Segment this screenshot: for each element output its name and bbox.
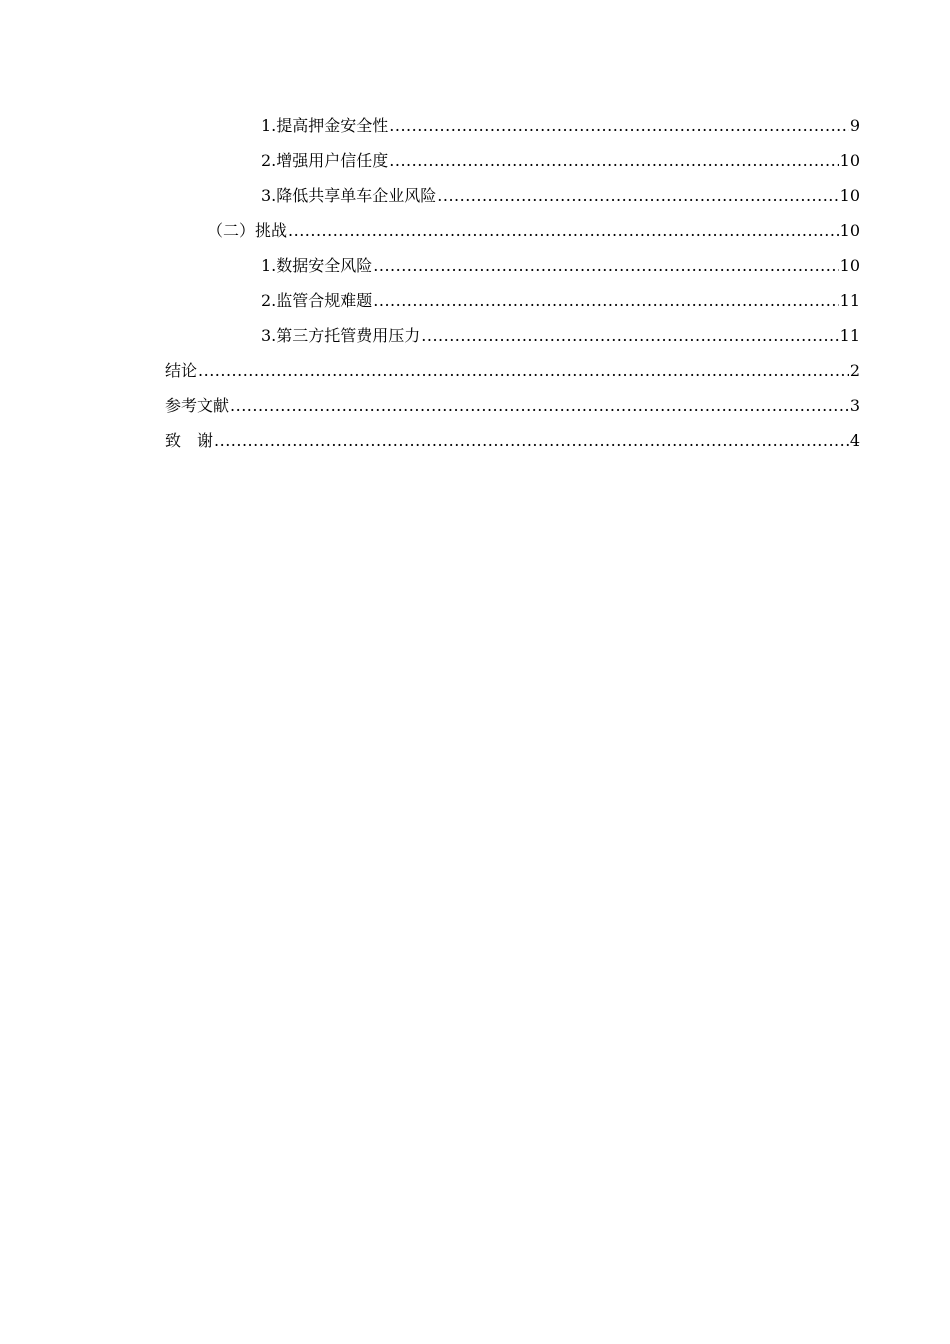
toc-dot-leader: [421, 318, 838, 353]
toc-page-number: 9: [849, 116, 860, 135]
toc-entry-title: （二）挑战: [207, 221, 288, 240]
toc-page-number: 11: [839, 291, 860, 310]
toc-entry-references[interactable]: [165, 388, 860, 423]
toc-dot-leader: [437, 178, 838, 213]
toc-dot-leader: [288, 213, 839, 248]
toc-entry-conclusion[interactable]: [165, 353, 860, 388]
toc-entry-title: 参考文献: [165, 396, 230, 415]
toc-page-number: 10: [839, 221, 860, 240]
toc-entry-title: 3.降低共享单车企业风险: [261, 186, 437, 205]
toc-dot-leader: [373, 283, 838, 318]
toc-entry-title: 3.第三方托管费用压力: [261, 326, 421, 345]
toc-entry-deposit-security[interactable]: [165, 108, 860, 143]
table-of-contents: [165, 108, 860, 458]
toc-entry-regulatory-compliance[interactable]: [165, 283, 860, 318]
toc-entry-challenges[interactable]: [165, 213, 860, 248]
toc-entry-data-security[interactable]: [165, 248, 860, 283]
toc-dot-leader: [230, 388, 849, 423]
toc-entry-enterprise-risk[interactable]: [165, 178, 860, 213]
toc-page-number: 10: [839, 186, 860, 205]
toc-page-number: 2: [849, 361, 860, 380]
toc-dot-leader: [214, 423, 849, 458]
toc-entry-title: 2.监管合规难题: [261, 291, 373, 310]
toc-page-number: 4: [849, 431, 860, 450]
toc-dot-leader: [373, 248, 838, 283]
toc-entry-title: 致 谢: [165, 431, 214, 450]
toc-page-number: 3: [849, 396, 860, 415]
toc-entry-custody-fee[interactable]: [165, 318, 860, 353]
toc-dot-leader: [389, 108, 849, 143]
toc-page-number: 10: [839, 151, 860, 170]
toc-page-number: 11: [839, 326, 860, 345]
toc-entry-title: 结论: [165, 361, 198, 380]
toc-entry-title: 1.数据安全风险: [261, 256, 373, 275]
toc-entry-title: 1.提高押金安全性: [261, 116, 389, 135]
toc-dot-leader: [198, 353, 849, 388]
toc-dot-leader: [389, 143, 838, 178]
toc-entry-user-trust[interactable]: [165, 143, 860, 178]
toc-page-number: 10: [839, 256, 860, 275]
toc-entry-acknowledgements[interactable]: [165, 423, 860, 458]
toc-entry-title: 2.增强用户信任度: [261, 151, 389, 170]
